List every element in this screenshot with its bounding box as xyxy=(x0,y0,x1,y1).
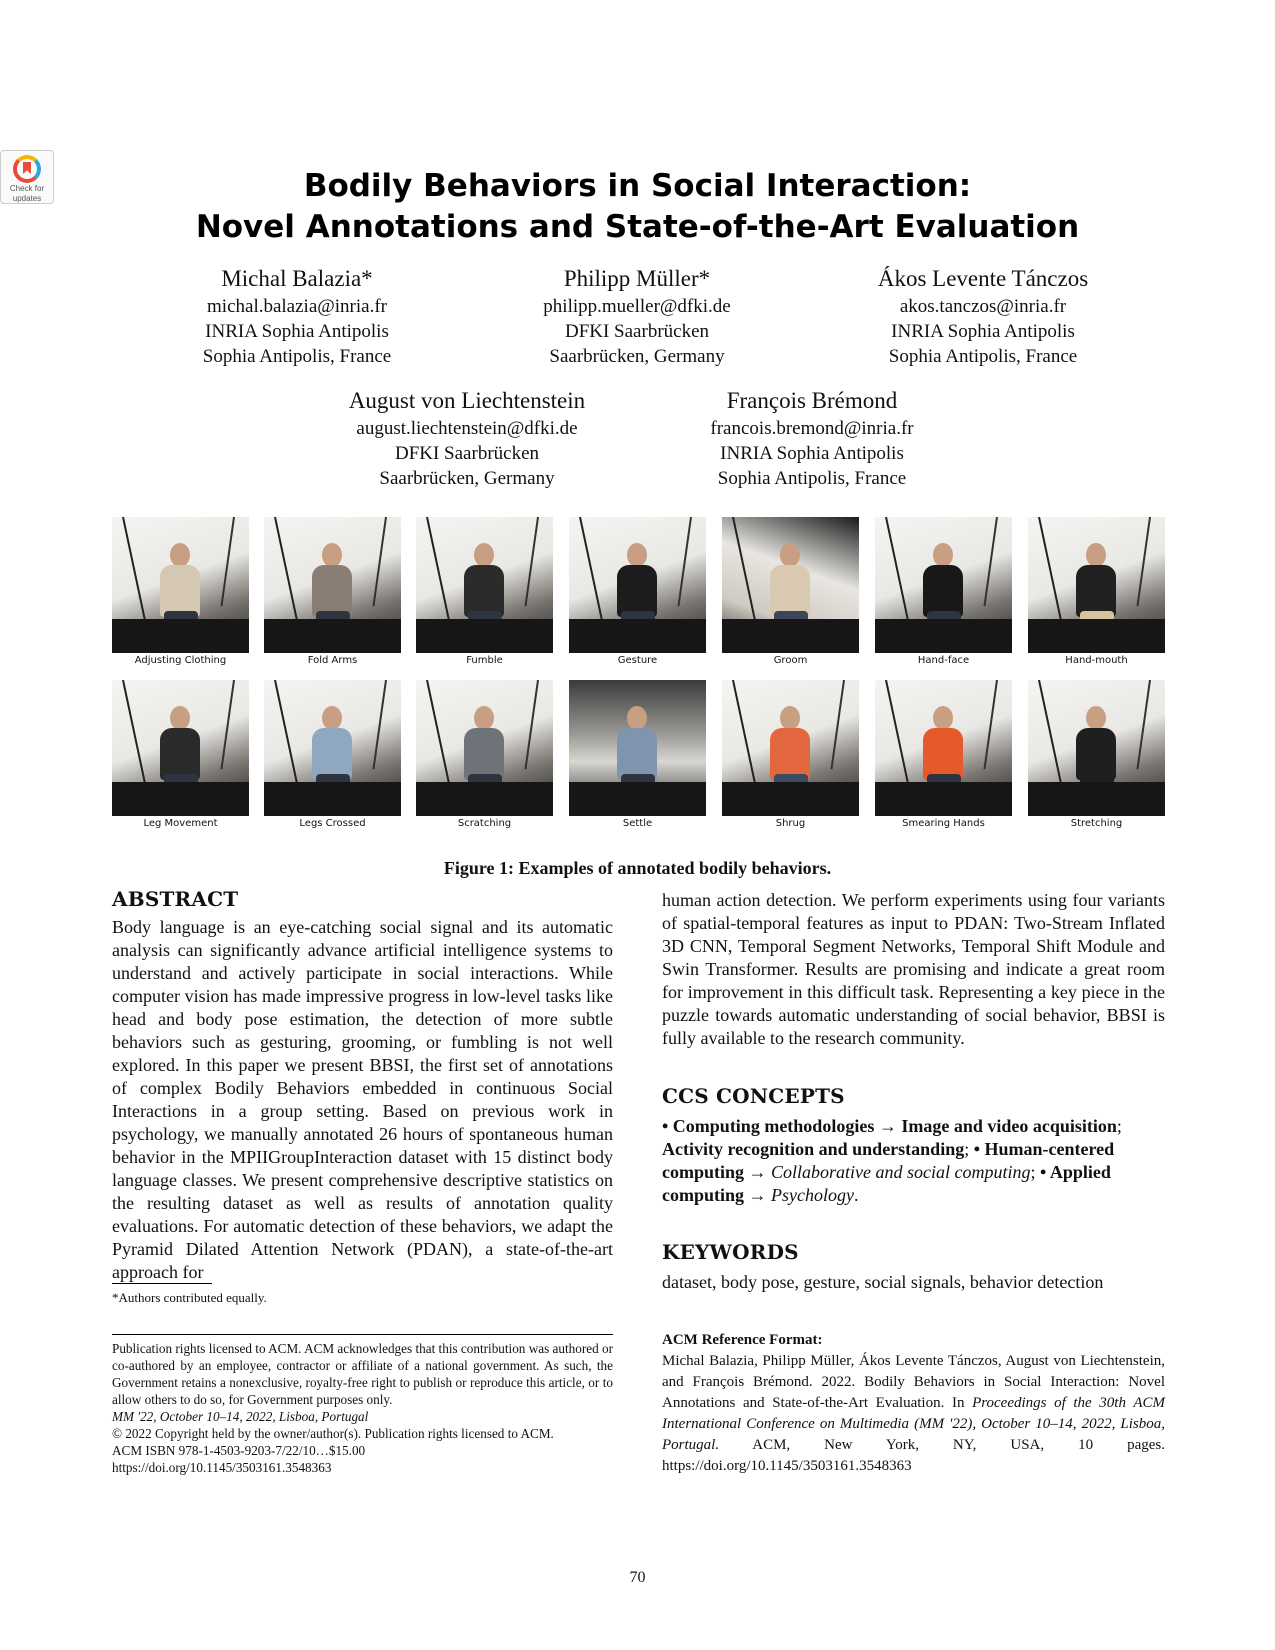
ccs-item: Image and video acquisition xyxy=(901,1116,1117,1136)
arrow-icon: → xyxy=(748,1185,767,1205)
behavior-photo xyxy=(1028,517,1165,653)
badge-label-2: updates xyxy=(12,194,42,203)
behavior-label: Settle xyxy=(622,818,653,829)
author-location: Sophia Antipolis, France xyxy=(888,346,1078,367)
behavior-label: Groom xyxy=(773,655,808,666)
ccs-item: Psychology xyxy=(771,1185,854,1205)
rights-statement: Publication rights licensed to ACM. ACM acknowledges that this contribution was authored or co-authored by an employee, contractor or affiliate of a national government. As such, the Government retains a nonexclusive, royalty-free right to publish or reproduce this article, or to allow others to do so, for Government purposes only. xyxy=(112,1341,613,1407)
behavior-photo xyxy=(112,517,249,653)
paper-title xyxy=(0,166,1275,248)
reference-publisher[interactable]: ACM, New York, NY, USA, 10 pages. https://doi.org/10.1145/3503161.3548363 xyxy=(662,1437,1165,1474)
arrow-icon: → xyxy=(878,1116,897,1136)
behavior-photo xyxy=(416,517,553,653)
reference-authors: Michal Balazia, Philipp Müller, Ákos Levente Tánczos, August von Liechtenstein, and François Brémond. 2022. Bodily Behaviors in Social Interaction: Novel Annotations and State-of-the-Art Evaluation. In xyxy=(662,1353,1165,1411)
abstract-continued xyxy=(662,889,1165,1050)
behavior-label: Adjusting Clothing xyxy=(134,655,227,666)
behavior-photo xyxy=(722,680,859,816)
figure-panel xyxy=(569,680,706,831)
ccs-separator: ; xyxy=(1116,1116,1122,1136)
behavior-photo xyxy=(569,517,706,653)
behavior-label: Hand-face xyxy=(917,655,970,666)
author-name: August von Liechtenstein xyxy=(348,388,586,413)
acm-reference-heading: ACM Reference Format: xyxy=(662,1332,823,1348)
title-line-1: Bodily Behaviors in Social Interaction: xyxy=(303,168,972,204)
figure-panel xyxy=(1028,680,1165,831)
behavior-label: Legs Crossed xyxy=(299,818,366,829)
ccs-item: Collaborative and social computing xyxy=(771,1162,1031,1182)
figure-panel xyxy=(569,517,706,668)
author-block xyxy=(677,386,947,491)
abstract-text-continued: human action detection. We perform experiments using four variants of spatial-temporal features as input to PDAN: Two-Stream Inflated 3D CNN, Temporal Segment Networks, Temporal Shift Module and Swin Transformer. Results are promising and indicate a great room for improvement in this difficult task. Representing a key piece in the puzzle towards automatic understanding of social behavior, BBSI is fully available to the research community. xyxy=(662,890,1165,1048)
doi-link[interactable]: https://doi.org/10.1145/3503161.3548363 xyxy=(112,1460,332,1475)
author-email: philipp.mueller@dfki.de xyxy=(543,296,731,317)
author-block xyxy=(317,386,617,491)
author-name: Philipp Müller* xyxy=(563,266,711,291)
badge-label-1: Check for xyxy=(9,184,45,193)
keywords-section xyxy=(662,1239,1165,1294)
acm-reference-text xyxy=(662,1351,1165,1477)
behavior-label: Shrug xyxy=(775,818,806,829)
figure-panel xyxy=(1028,517,1165,668)
behavior-photo xyxy=(1028,680,1165,816)
ccs-concepts xyxy=(662,1115,1165,1207)
acm-reference xyxy=(662,1330,1165,1477)
copyright-line: © 2022 Copyright held by the owner/author(s). Publication rights licensed to ACM. xyxy=(112,1426,554,1441)
figure-panel xyxy=(264,680,401,831)
behavior-label: Stretching xyxy=(1070,818,1123,829)
behavior-label: Scratching xyxy=(457,818,512,829)
ccs-heading: CCS CONCEPTS xyxy=(662,1084,845,1108)
ccs-separator: ; xyxy=(1030,1162,1036,1182)
author-affiliation: INRIA Sophia Antipolis xyxy=(891,321,1075,342)
author-location: Sophia Antipolis, France xyxy=(202,346,392,367)
abstract-section xyxy=(112,886,613,1284)
figure-panel xyxy=(112,680,249,831)
author-name: Ákos Levente Tánczos xyxy=(877,266,1089,291)
figure-caption: Figure 1: Examples of annotated bodily behaviors. xyxy=(443,858,832,878)
ccs-item: Activity recognition and understanding xyxy=(662,1139,965,1159)
reference-venue: Proceedings of the 30th ACM International Conference on Multimedia (MM '22), October 10–14, 2022, Lisboa, Portugal. xyxy=(662,1395,1165,1453)
behavior-photo xyxy=(264,517,401,653)
figure-panel xyxy=(416,517,553,668)
rights-divider xyxy=(112,1334,613,1335)
author-affiliation: DFKI Saarbrücken xyxy=(394,443,540,464)
behavior-label: Smearing Hands xyxy=(902,818,985,829)
author-block xyxy=(507,264,767,369)
keywords-text: dataset, body pose, gesture, social signals, behavior detection xyxy=(662,1272,1104,1292)
author-email: akos.tanczos@inria.fr xyxy=(899,296,1067,317)
behavior-label: Hand-mouth xyxy=(1065,655,1128,666)
figure-panel xyxy=(722,680,859,831)
author-name: François Brémond xyxy=(726,388,898,413)
footnote: *Authors contributed equally. xyxy=(112,1290,267,1305)
ccs-end: . xyxy=(853,1185,859,1205)
keywords-heading: KEYWORDS xyxy=(662,1240,799,1264)
behavior-label: Leg Movement xyxy=(143,818,218,829)
author-email: august.liechtenstein@dfki.de xyxy=(356,418,578,439)
abstract-text: Body language is an eye-catching social signal and its automatic analysis can significantly advance artificial intelligence systems to understand and actively participate in social interactions. While computer vision has made impressive progress in low-level tasks like head and body pose estimation, the detection of more subtle behaviors such as gesturing, grooming, or fumbling is not well explored. In this paper we present BBSI, the first set of annotations of complex Bodily Behaviors embedded in continuous Social Interactions in a group setting. Based on previous work in psychology, we manually annotated 26 hours of spontaneous human behavior in the MPIIGroupInteraction dataset with 15 distinct body language classes. We present comprehensive descriptive statistics on the resulting dataset as well as results of annotation quality evaluations. For automatic detection of these behaviors, we adapt the Pyramid Dilated Attention Network (PDAN), a state-of-the-art approach for xyxy=(112,917,613,1282)
author-affiliation: DFKI Saarbrücken xyxy=(564,321,710,342)
author-affiliation: INRIA Sophia Antipolis xyxy=(205,321,389,342)
behavior-photo xyxy=(264,680,401,816)
behavior-photo xyxy=(875,680,1012,816)
behavior-photo xyxy=(416,680,553,816)
behavior-label: Gesture xyxy=(617,655,658,666)
author-email: francois.bremond@inria.fr xyxy=(710,418,914,439)
behavior-label: Fumble xyxy=(466,655,503,666)
ccs-item: • Human-centered computing xyxy=(662,1139,1115,1182)
ccs-separator: ; xyxy=(964,1139,970,1159)
behavior-photo xyxy=(112,680,249,816)
author-name: Michal Balazia* xyxy=(221,266,373,291)
figure-panel xyxy=(112,517,249,668)
author-location: Sophia Antipolis, France xyxy=(717,468,907,489)
ccs-item: • Computing methodologies xyxy=(662,1116,875,1136)
author-email: michal.balazia@inria.fr xyxy=(207,296,387,317)
figure-panel xyxy=(875,517,1012,668)
figure-panel xyxy=(416,680,553,831)
author-block xyxy=(848,264,1118,369)
footnote-divider xyxy=(112,1283,212,1284)
figure-behavior-examples xyxy=(112,517,1165,832)
author-location: Saarbrücken, Germany xyxy=(549,346,725,367)
ccs-item: • Applied computing xyxy=(662,1162,1111,1205)
author-location: Saarbrücken, Germany xyxy=(379,468,555,489)
figure-panel xyxy=(264,517,401,668)
author-block xyxy=(167,264,427,369)
author-affiliation: INRIA Sophia Antipolis xyxy=(720,443,904,464)
figure-panel xyxy=(875,680,1012,831)
rights-block xyxy=(112,1340,613,1476)
behavior-label: Fold Arms xyxy=(307,655,358,666)
figure-panel xyxy=(722,517,859,668)
isbn-line: ACM ISBN 978-1-4503-9203-7/22/10…$15.00 xyxy=(112,1443,366,1458)
title-line-2: Novel Annotations and State-of-the-Art Evaluation xyxy=(195,209,1080,245)
ccs-section xyxy=(662,1083,1165,1207)
abstract-heading: ABSTRACT xyxy=(112,887,239,911)
behavior-photo xyxy=(569,680,706,816)
page-number: 70 xyxy=(629,1569,646,1586)
behavior-photo xyxy=(875,517,1012,653)
behavior-photo xyxy=(722,517,859,653)
arrow-icon: → xyxy=(748,1162,767,1182)
conference-info: MM '22, October 10–14, 2022, Lisboa, Portugal xyxy=(112,1409,369,1424)
